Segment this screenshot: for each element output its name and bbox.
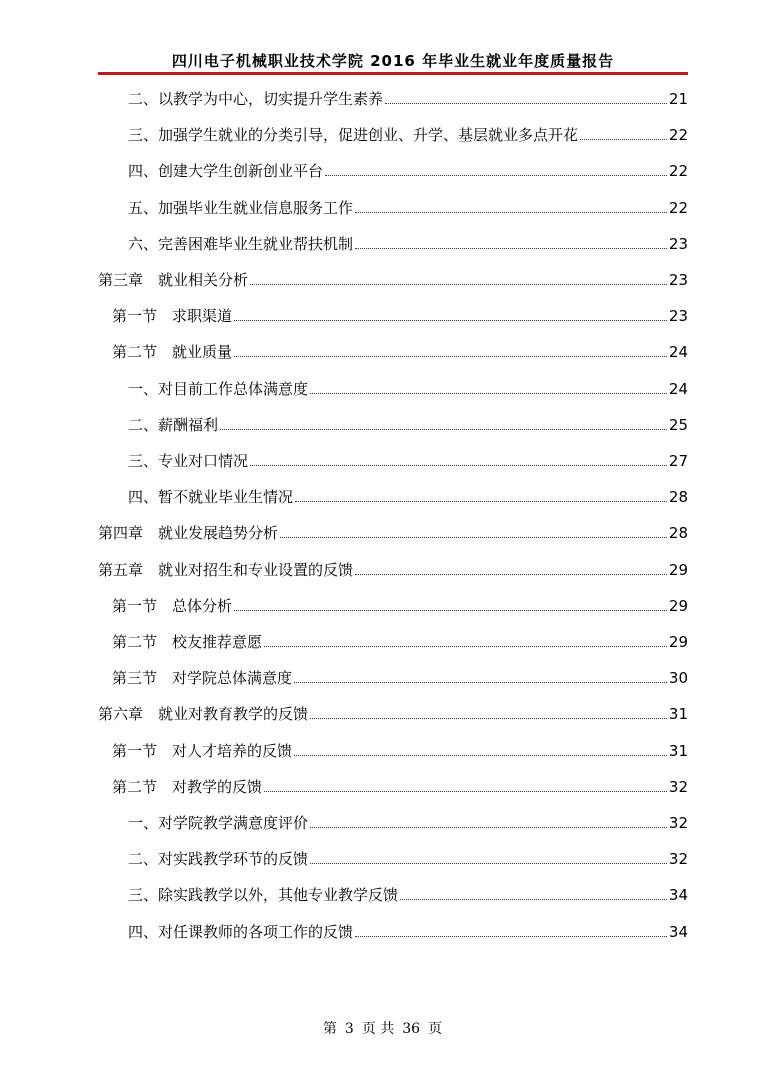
toc-leader-dots	[234, 356, 667, 357]
toc-leader-dots	[294, 682, 667, 683]
toc-leader-dots	[355, 248, 667, 249]
toc-entry-label: 四、暂不就业毕业生情况	[128, 488, 294, 507]
toc-entry[interactable]	[98, 522, 688, 544]
toc-leader-dots	[355, 936, 667, 937]
toc-entry-label: 第五章 就业对招生和专业设置的反馈	[98, 560, 354, 579]
toc-entry-label: 第二节 就业质量	[112, 343, 233, 362]
toc-entry-label: 二、薪酬福利	[128, 415, 219, 434]
toc-leader-dots	[220, 429, 667, 430]
toc-leader-dots	[355, 212, 667, 213]
toc-entry-label: 一、对学院教学满意度评价	[128, 814, 309, 832]
toc-entry[interactable]	[112, 776, 688, 798]
toc-entry[interactable]	[128, 486, 688, 508]
toc-entry-label: 五、加强毕业生就业信息服务工作	[128, 198, 354, 217]
toc-leader-dots	[310, 863, 667, 864]
toc-leader-dots	[234, 320, 667, 321]
toc-entry-page-number: 22	[668, 162, 688, 181]
toc-entry-page-number: 21	[668, 90, 688, 108]
toc-entry[interactable]	[98, 703, 688, 725]
toc-entry-page-number: 22	[668, 198, 688, 217]
toc-entry-label: 四、对任课教师的各项工作的反馈	[128, 922, 354, 941]
footer-current-page: 3	[344, 1021, 354, 1037]
toc-entry[interactable]	[112, 631, 688, 653]
toc-entry[interactable]	[112, 667, 688, 689]
toc-entry-page-number: 28	[668, 524, 688, 543]
toc-leader-dots	[264, 791, 667, 792]
toc-entry[interactable]	[98, 559, 688, 581]
toc-entry-page-number: 24	[668, 343, 688, 362]
toc-entry-label: 六、完善困难毕业生就业帮扶机制	[128, 234, 354, 253]
toc-entry[interactable]	[112, 305, 688, 327]
toc-leader-dots	[280, 537, 667, 538]
toc-entry[interactable]	[128, 414, 688, 436]
toc-entry-label: 第一节 总体分析	[112, 596, 233, 615]
toc-entry-page-number: 29	[668, 596, 688, 615]
toc-leader-dots	[325, 175, 667, 176]
toc-entry[interactable]	[128, 921, 688, 943]
toc-entry[interactable]	[128, 378, 688, 400]
footer-total-pages: 36	[402, 1021, 421, 1037]
toc-entry-label: 三、加强学生就业的分类引导，促进创业、升学、基层就业多点开花	[128, 126, 579, 145]
footer-mid: 页 共	[361, 1021, 395, 1037]
toc-entry-page-number: 27	[668, 452, 688, 470]
toc-leader-dots	[294, 755, 667, 756]
page-footer	[0, 1018, 765, 1038]
toc-leader-dots	[310, 718, 667, 719]
toc-leader-dots	[355, 574, 667, 575]
toc-entry[interactable]	[112, 740, 688, 762]
toc-leader-dots	[385, 103, 667, 104]
toc-entry[interactable]	[128, 233, 688, 255]
toc-entry-page-number: 23	[668, 271, 688, 289]
toc-entry-label: 第三节 对学院总体满意度	[112, 669, 293, 688]
toc-entry-page-number: 34	[668, 922, 688, 941]
toc-entry-label: 二、对实践教学环节的反馈	[128, 850, 309, 869]
toc-entry-page-number: 30	[668, 669, 688, 688]
toc-entry-page-number: 32	[668, 850, 688, 869]
toc-entry-page-number: 31	[668, 741, 688, 760]
footer-prefix: 第	[322, 1021, 337, 1037]
toc-entry[interactable]	[128, 88, 688, 110]
footer-suffix: 页	[428, 1021, 443, 1037]
toc-entry-label: 四、创建大学生创新创业平台	[128, 162, 324, 181]
toc-entry[interactable]	[128, 124, 688, 146]
toc-entry-label: 三、专业对口情况	[128, 452, 249, 470]
toc-entry-page-number: 25	[668, 415, 688, 434]
toc-leader-dots	[400, 899, 667, 900]
toc-entry[interactable]	[128, 884, 688, 906]
toc-entry-label: 第三章 就业相关分析	[98, 271, 249, 289]
toc-leader-dots	[250, 465, 667, 466]
header-divider	[98, 72, 688, 75]
toc-leader-dots	[250, 284, 667, 285]
toc-entry[interactable]	[98, 269, 688, 291]
toc-leader-dots	[234, 610, 667, 611]
toc-entry-page-number: 29	[668, 633, 688, 651]
toc-leader-dots	[264, 646, 667, 647]
toc-entry-page-number: 32	[668, 814, 688, 832]
toc-entry[interactable]	[128, 160, 688, 182]
toc-entry[interactable]	[128, 450, 688, 472]
toc-entry-label: 第一节 对人才培养的反馈	[112, 741, 293, 760]
toc-entry-page-number: 22	[668, 126, 688, 145]
toc-entry-label: 一、对目前工作总体满意度	[128, 379, 309, 398]
toc-entry-page-number: 23	[668, 234, 688, 253]
toc-entry-label: 第二节 对教学的反馈	[112, 777, 263, 796]
toc-entry-label: 第一节 求职渠道	[112, 307, 233, 326]
toc-entry[interactable]	[128, 197, 688, 219]
toc-entry-label: 二、以教学为中心，切实提升学生素养	[128, 90, 384, 108]
toc-entry[interactable]	[112, 595, 688, 617]
toc-entry[interactable]	[112, 341, 688, 363]
toc-entry-label: 第六章 就业对教育教学的反馈	[98, 705, 309, 724]
toc-leader-dots	[310, 393, 667, 394]
toc-entry-page-number: 24	[668, 379, 688, 398]
toc-entry-page-number: 31	[668, 705, 688, 724]
toc-entry-page-number: 32	[668, 777, 688, 796]
toc-entry[interactable]	[128, 812, 688, 834]
toc-leader-dots	[580, 139, 667, 140]
toc-entry-page-number: 28	[668, 488, 688, 507]
toc-entry-label: 第二节 校友推荐意愿	[112, 633, 263, 651]
toc-leader-dots	[310, 827, 667, 828]
report-header-title: 四川电子机械职业技术学院 2016 年毕业生就业年度质量报告	[171, 52, 615, 70]
toc-leader-dots	[295, 501, 667, 502]
toc-entry-label: 第四章 就业发展趋势分析	[98, 524, 279, 543]
toc-entry-page-number: 34	[668, 886, 688, 905]
toc-entry-page-number: 23	[668, 307, 688, 326]
toc-entry-page-number: 29	[668, 560, 688, 579]
toc-entry-label: 三、除实践教学以外，其他专业教学反馈	[128, 886, 399, 905]
toc-entry[interactable]	[128, 848, 688, 870]
